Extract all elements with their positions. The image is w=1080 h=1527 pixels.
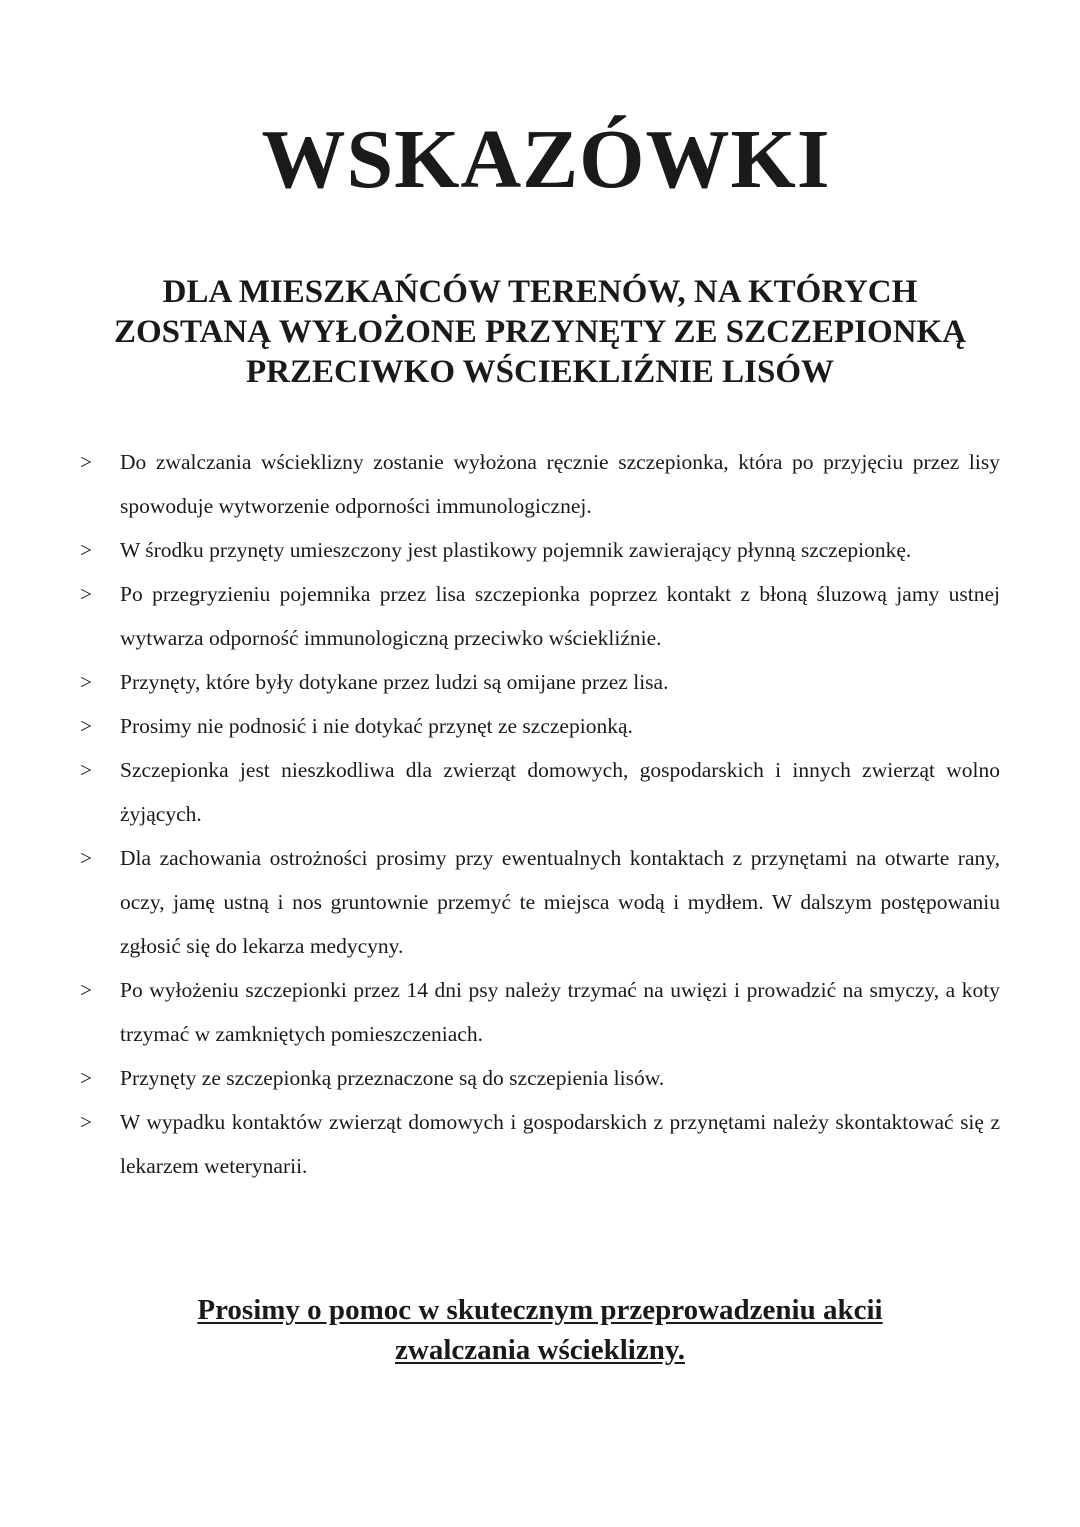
bullet-marker: > xyxy=(80,1110,92,1134)
list-item-text: Dla zachowania ostrożności prosimy przy ewentualnych kontaktach z przynętami na otwarte rany, oczy, jamę ustną i nos gruntownie przemyć te miejsca wodą i mydłem. W dalszym postępowaniu zgłosić się do lekarza medycyny. xyxy=(120,846,1000,958)
closing-appeal-line: Prosimy o pomoc w skutecznym przeprowadzeniu akcii xyxy=(197,1294,883,1326)
bullet-marker: > xyxy=(80,670,92,694)
closing-appeal-line: zwalczania wścieklizny. xyxy=(395,1334,685,1366)
list-item xyxy=(76,1100,1000,1188)
list-item xyxy=(76,660,1000,704)
bullet-marker: > xyxy=(80,758,92,782)
bullet-marker: > xyxy=(80,978,92,1002)
list-item-text: Szczepionka jest nieszkodliwa dla zwierząt domowych, gospodarskich i innych zwierząt wolno żyjących. xyxy=(120,758,1000,826)
list-item xyxy=(76,748,1000,836)
list-item xyxy=(76,572,1000,660)
list-item-text: Po przegryzieniu pojemnika przez lisa szczepionka poprzez kontakt z błoną śluzową jamy ustnej wytwarza odporność immunologiczną przeciwko wściekliźnie. xyxy=(120,582,1000,650)
list-item-text: Przynęty ze szczepionką przeznaczone są do szczepienia lisów. xyxy=(120,1066,665,1090)
list-item-text: Przynęty, które były dotykane przez ludzi są omijane przez lisa. xyxy=(120,670,669,694)
list-item xyxy=(76,704,1000,748)
list-item xyxy=(76,440,1000,528)
list-item xyxy=(76,528,1000,572)
bullet-marker: > xyxy=(80,450,92,474)
subtitle-line: DLA MIESZKAŃCÓW TERENÓW, NA KTÓRYCH xyxy=(162,274,918,310)
subtitle-line: PRZECIWKO WŚCIEKLIŹNIE LISÓW xyxy=(245,354,835,390)
bullet-marker: > xyxy=(80,1066,92,1090)
list-item-text: Do zwalczania wścieklizny zostanie wyłożona ręcznie szczepionka, która po przyjęciu przez lisy spowoduje wytworzenie odporności immunologicznej. xyxy=(120,450,1000,518)
bullet-marker: > xyxy=(80,538,92,562)
bullet-marker: > xyxy=(80,582,92,606)
subtitle-line: ZOSTANĄ WYŁOŻONE PRZYNĘTY ZE SZCZEPIONKĄ xyxy=(113,314,967,350)
bullet-marker: > xyxy=(80,846,92,870)
document-title: WSKAZÓWKI xyxy=(261,113,831,206)
list-item-text: Prosimy nie podnosić i nie dotykać przynęt ze szczepionką. xyxy=(120,714,633,738)
guidance-list xyxy=(76,440,1000,1188)
document-subtitle xyxy=(60,272,1020,392)
list-item-text: W wypadku kontaktów zwierząt domowych i gospodarskich z przynętami należy skontaktować się z lekarzem weterynarii. xyxy=(120,1110,1000,1178)
list-item-text: W środku przynęty umieszczony jest plastikowy pojemnik zawierający płynną szczepionkę. xyxy=(120,538,912,562)
list-item xyxy=(76,1056,1000,1100)
list-item xyxy=(76,836,1000,968)
bullet-marker: > xyxy=(80,714,92,738)
closing-appeal xyxy=(100,1290,980,1370)
list-item xyxy=(76,968,1000,1056)
list-item-text: Po wyłożeniu szczepionki przez 14 dni psy należy trzymać na uwięzi i prowadzić na smyczy, a koty trzymać w zamkniętych pomieszczeniach. xyxy=(120,978,1000,1046)
